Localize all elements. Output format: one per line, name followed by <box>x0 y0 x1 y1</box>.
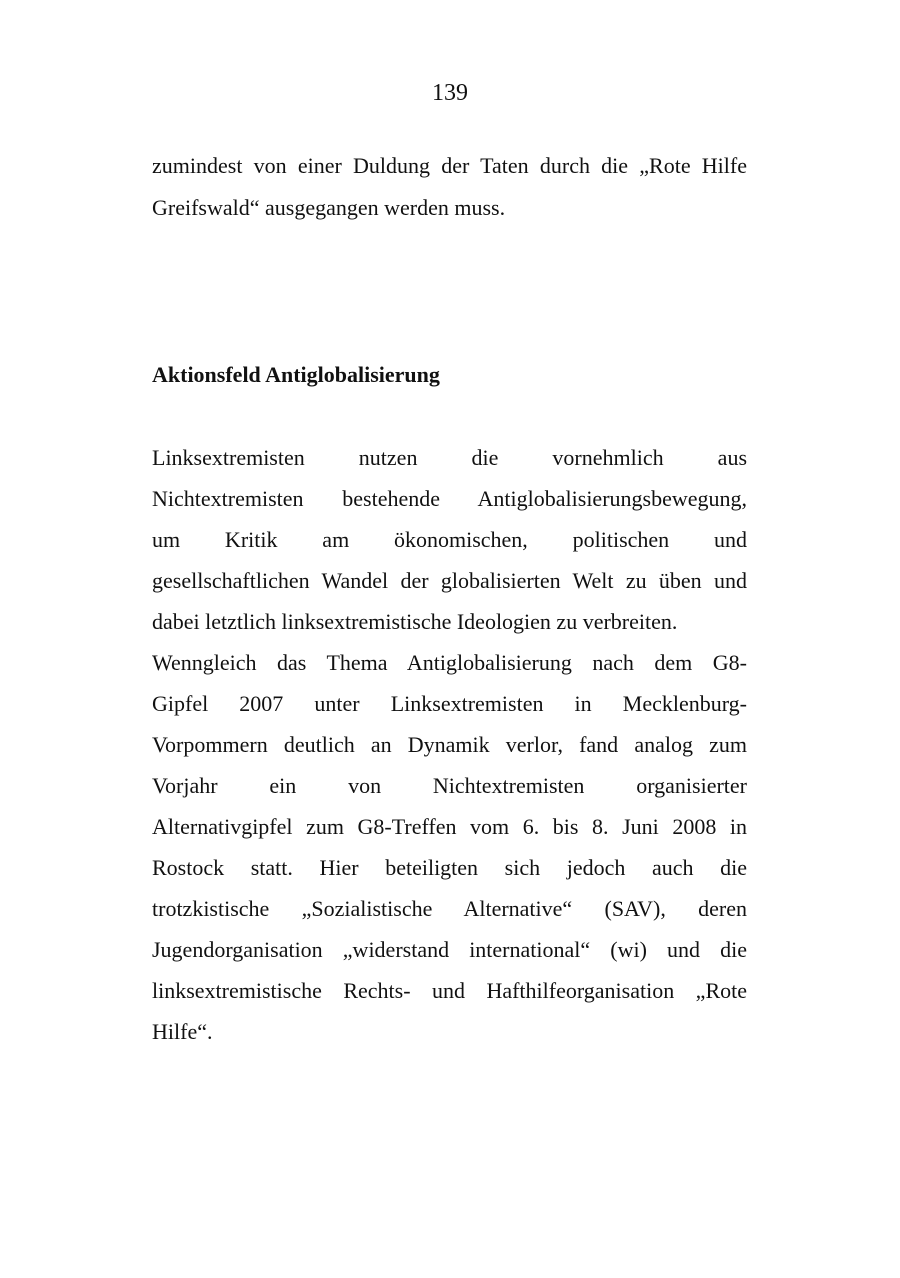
text-line: Nichtextremisten bestehende Antiglobalisierungsbewegung, <box>152 486 747 511</box>
text-line: Linksextremisten nutzen die vornehmlich aus <box>152 445 747 470</box>
text-line: dabei letztlich linksextremistische Ideologien zu verbreiten. <box>152 609 678 634</box>
text-line: zumindest von einer Duldung der Taten durch die „Rote Hilfe <box>152 153 747 178</box>
text-line: trotzkistische „Sozialistische Alternative“ (SAV), deren <box>152 896 747 921</box>
text-line: Wenngleich das Thema Antiglobalisierung nach dem G8- <box>152 650 747 675</box>
text-line: Alternativgipfel zum G8-Treffen vom 6. bis 8. Juni 2008 in <box>152 814 747 839</box>
text-line: Vorjahr ein von Nichtextremisten organisierter <box>152 773 747 798</box>
text-line: Vorpommern deutlich an Dynamik verlor, fand analog zum <box>152 732 747 757</box>
text-line: Rostock statt. Hier beteiligten sich jedoch auch die <box>152 855 747 880</box>
text-line: gesellschaftlichen Wandel der globalisierten Welt zu üben und <box>152 568 747 593</box>
text-line: Greifswald“ ausgegangen werden muss. <box>152 195 506 220</box>
text-line: linksextremistische Rechts- und Hafthilfeorganisation „Rote <box>152 978 747 1003</box>
page-number: 139 <box>432 80 468 106</box>
text-line: Hilfe“. <box>152 1019 213 1044</box>
section-heading: Aktionsfeld Antiglobalisierung <box>152 362 440 387</box>
text-line: um Kritik am ökonomischen, politischen und <box>152 527 747 552</box>
text-line: Gipfel 2007 unter Linksextremisten in Mecklenburg- <box>152 691 747 716</box>
text-line: Jugendorganisation „widerstand international“ (wi) und die <box>152 937 747 962</box>
